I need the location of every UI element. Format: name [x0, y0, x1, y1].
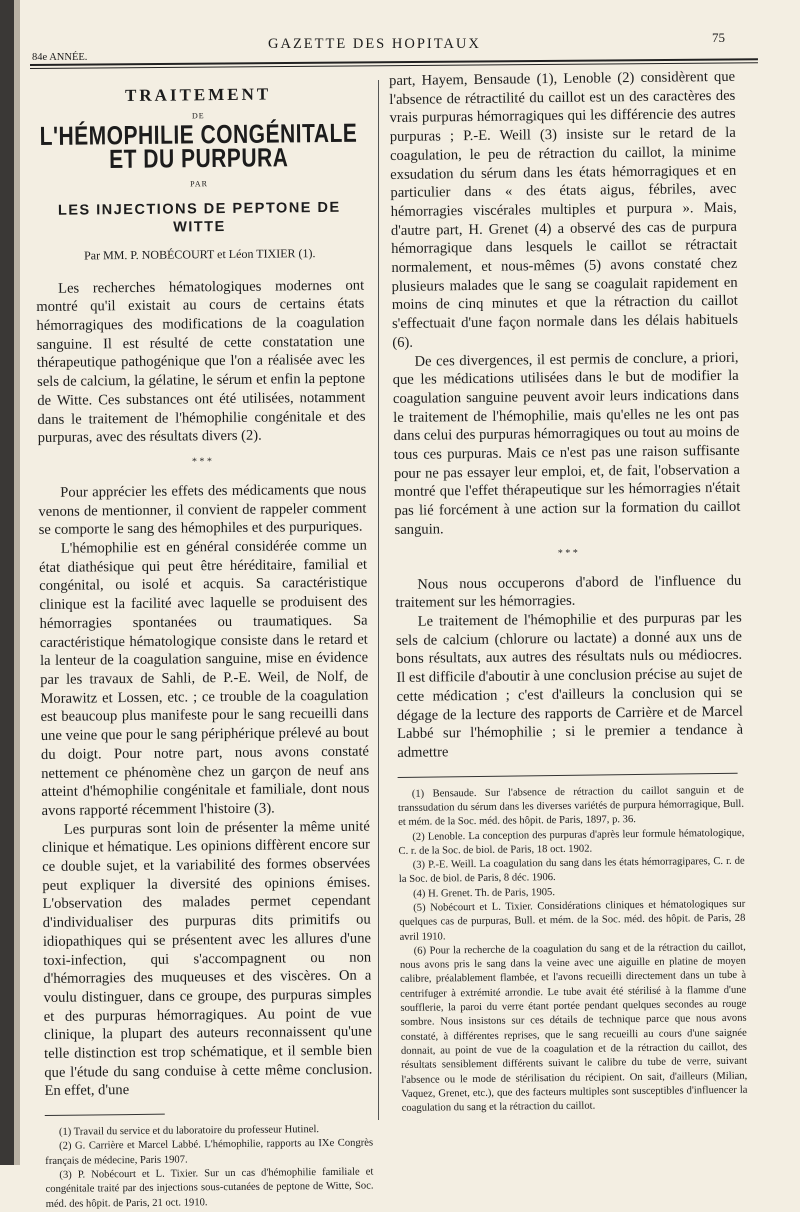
article-title: TRAITEMENT [124, 84, 272, 106]
body-paragraph: Pour apprécier les effets des médicaments que nous venons de mentionner, il convient de rappeler comment se comporte le sang des hémophiles et des purpuriques. [38, 481, 367, 539]
body-paragraph: part, Hayem, Bensaude (1), Lenoble (2) considèrent que l'absence de rétractilité du caillot est un des caractères des vrais purpuras hémorragiques qui les différencie des autres purpuras ; P.-E. Weill (3) insiste sur le retard de la coagulation, le peu de rétraction du caillot, la minime exsudation du sérum dans les états hémorragiques et en particulier dans « des états aigus, fébriles, avec hémorragies viscérales multiples et purpura ». Mais, d'autre part, H. Grenet (4) a observé des cas de purpura hémorragique dans lesquels le caillot se rétractait normalement, et nous-mêmes (5) avons constaté chez plusieurs malades que le sang se coagulait rapidement en moins de cinq minutes et que la rétraction du caillot s'effectuait d'une façon normale dans les délais habituels (6). [389, 68, 739, 351]
page-number: 75 [712, 30, 725, 45]
article-subtitle: L'HÉMOPHILIE CONGÉNITALE ET DU PURPURA [39, 119, 358, 175]
body-paragraph: L'hémophilie est en général considérée comme un état diathésique qui peut être héréditaire, familial et congénital, ou isolé et acquis. Sa caractéristique clinique est la facilité avec laquelle se produisent des hémorragies spontanées ou traumatiques. Sa caractéristique hématologique consiste dans le retard et la lenteur de la coagulation sanguine, mise en évidence par les travaux de Sahli, de P.-E. Weil, de Nolf, de Morawitz et Lossen, etc. ; ce trouble de la coagulation est beaucoup plus manifeste pour le sang recueilli dans une veine que pour le sang périphérique prélevé au bout du doigt. Pour notre part, nous avons constaté nettement ce phénomène chez un garçon de neuf ans atteint d'hémophilie congénitale et familiale, dont nous avons rapporté récemment l'histoire (3). [38, 537, 370, 819]
footnote: (1) Travail du service et du laboratoire du professeur Hutinel. [58, 1124, 320, 1138]
footnote-rule [398, 772, 738, 777]
footnote: (5) Nobécourt et L. Tixier. Considérations cliniques et hématologiques sur quelques cas de purpuras, Bull. et mém. de la Soc. méd. des hôpit. de Paris, 28 avril 1910. [399, 898, 746, 943]
body-paragraph: Nous nous occuperons d'abord de l'influence du traitement sur les hémorragies. [395, 572, 742, 612]
journal-title: GAZETTE DES HOPITAUX [268, 36, 481, 52]
section-stars: * * * [557, 547, 578, 559]
footnote: (6) Pour la recherche de la coagulation du sang et de la rétraction du caillot, nous avons pris le sang dans la veine avec une aiguille en platine de moyen calibre, préalablement flambée, et l'avons recueilli directement dans un tube à centrifuger à extrémité arrondie. Le tube avait été stérilisé à la flamme d'une soufflerie, la paroi du verre étant portée pendant quelques secondes au rouge sombre. Nous insistons sur ces détails de technique parce que nous avons constaté, à différentes reprises, que le sang recueilli au cours d'une saignée donnait, au point de vue de la coagulation et de la rétraction du caillot, des résultats sensiblement différents suivant le calibre du tube de verre, suivant l'absence ou le mode de stérilisation du récipient. On sait, d'ailleurs (Milian, Vaquez, Grenet, etc.), que des facteurs multiples sont susceptibles d'influencer la coagulation du sang et la rétraction du caillot. [399, 941, 748, 1115]
article-title-par: PAR [190, 178, 208, 189]
issue-year: 84e ANNÉE. [32, 52, 88, 63]
body-paragraph: De ces divergences, il est permis de conclure, a priori, que les médications utilisées dans le but de modifier la coagulation sanguine peuvent avoir leurs indications dans le traitement de l'hémophilie, mais qu'elles ne les ont pas dans celui des purpuras hémorragiques ou tout au moins de tous ces purpuras. Mais ce n'est pas une raison suffisante pour ne pas essayer leur emploi, et, de fait, l'observation a montré que l'effet thérapeutique sur les hémorragies n'était pas lié forcément à une action sur la formation du caillot sanguin. [392, 349, 741, 538]
footnote: (1) Bensaude. Sur l'absence de rétraction du caillot sanguin et de transsudation du sérum dans les diverses variétés de purpura hémorragique, Bull. et mém. de la Soc. méd. des hôpit. de Paris, 1897, p. 36. [397, 784, 745, 829]
left-column [34, 83, 374, 1212]
footnote: (4) H. Grenet. Th. de Paris, 1905. [412, 886, 556, 900]
footnote: (2) G. Carrière et Marcel Labbé. L'hémophilie, rapports au IXe Congrès français de médecine, Paris 1907. [45, 1137, 374, 1167]
body-paragraph: Les recherches hématologiques modernes ont montré qu'il existait au cours de certains états hémorragiques des modifications de la coagulation sanguine. Il est résulté de cette constatation une thérapeutique pathogénique que l'on a réalisée avec les sels de calcium, la gélatine, le sérum et enfin la peptone de Witte. Ces substances ont été utilisées, notamment dans le traitement de l'hémophilie congénitale et des purpuras, avec des résultats divers (2). [36, 277, 366, 447]
body-paragraph: Le traitement de l'hémophilie et des purpuras par les sels de calcium (chlorure ou lactate) a donné aux uns de bons résultats, aux autres des résultats nuls ou médiocres. Il est difficile d'aboutir à une conclusion précise au sujet de cette médication ; c'est d'ailleurs la conclusion qui se dégage de la lecture des rapports de Carrière et de Marcel Labbé sur l'hémophilie ; si le premier a tendance à admettre [395, 609, 744, 761]
article-title-de: DE [191, 110, 205, 121]
footnote: (3) P. Nobécourt et L. Tixier. Sur un cas d'hémophilie familiale et congénitale traité par des injections sous-cutanées de peptone de Witte, Soc. méd. des hôpit. de Paris, 21 oct. 1910. [45, 1166, 374, 1210]
article-authors: Par MM. P. NOBÉCOURT et Léon TIXIER (1). [83, 245, 316, 263]
binding-edge [0, 0, 14, 1165]
left-footnotes [45, 1123, 374, 1212]
column-divider [378, 80, 379, 1120]
binding-shadow [14, 0, 20, 1165]
footnote: (3) P.-E. Weill. La coagulation du sang dans les états hémorragipares, C. r. de la Soc. de biol. de Paris, 8 déc. 1906. [398, 855, 745, 886]
article-subtitle-2: LES INJECTIONS DE PEPTONE DE WITTE [57, 199, 341, 236]
footnote: (2) Lenoble. La conception des purpuras d'après leur formule hématologique, C. r. de la Soc. de biol. de Paris, 18 oct. 1902. [398, 827, 745, 857]
footnote-rule [45, 1114, 165, 1116]
right-column [389, 68, 748, 1117]
right-footnotes [398, 783, 748, 1116]
section-stars: * * * [191, 456, 213, 468]
body-paragraph: Les purpuras sont loin de présenter la même unité clinique et hématique. Les opinions diffèrent encore sur ce double sujet, et la variabilité des formes observées peut expliquer la diversité des opinions émises. L'observation des malades permet cependant d'individualiser des purpuras dits primitifs ou idiopathiques qui se présentent avec les allures d'une toxi-infection, qui s'accompagnent ou non d'hémorragies des muqueuses et des viscères. On a voulu distinguer, dans ce groupe, des purpuras simples et des purpuras hémorragiques. Au point de vue clinique, la plupart des auteurs reconnaissent qu'une telle distinction est trop schématique, et il semble bien que l'étude du sang conduise à cette même conclusion. En effet, d'une [41, 818, 373, 1100]
